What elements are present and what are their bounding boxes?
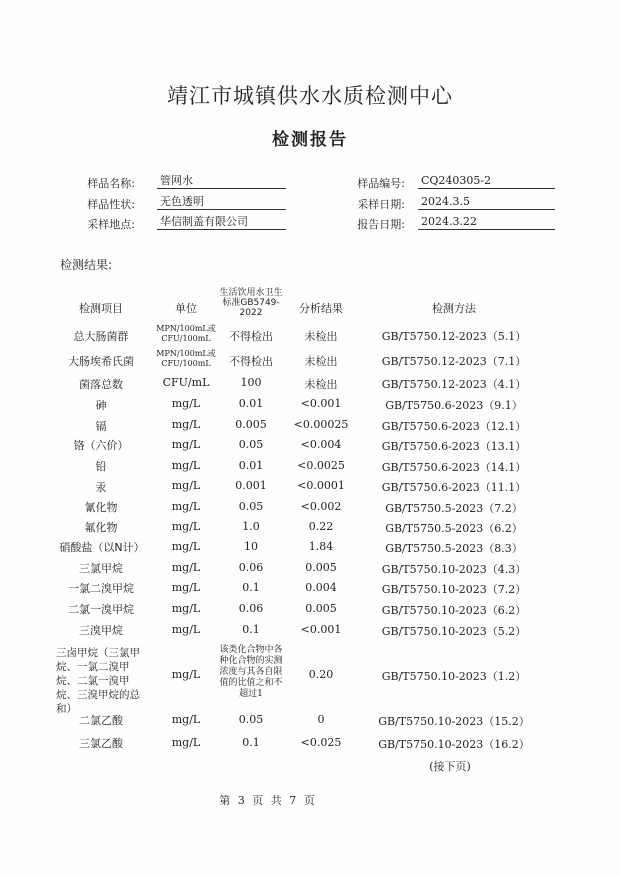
row-result: 未检出	[304, 355, 338, 368]
row-standard: 0.01	[238, 397, 264, 410]
row-unit: mg/L	[171, 459, 201, 472]
row-method: GB/T5750.5-2023（7.2）	[385, 502, 523, 515]
page-number: 第 3 页 共 7 页	[219, 794, 315, 807]
header-unit: 单位	[175, 302, 197, 315]
row-item: 菌落总数	[79, 378, 123, 391]
row-standard: 100	[240, 376, 262, 389]
row-item: 铅	[95, 460, 107, 473]
row-result: 未检出	[304, 378, 338, 391]
row-result: 0.004	[305, 581, 337, 594]
sampling-date-value: 2024.3.5	[418, 195, 555, 210]
row-result: <0.0025	[297, 459, 345, 472]
row-standard: 0.05	[238, 438, 264, 451]
row-item: 汞	[95, 481, 107, 494]
row-result: 0.20	[308, 668, 334, 681]
row-result: <0.002	[300, 500, 342, 513]
row-method: GB/T5750.6-2023（14.1）	[381, 461, 527, 474]
row-item: 三卤甲烷（三氯甲烷、一氯二溴甲烷、二氯一溴甲烷、三溴甲烷的总和）	[56, 647, 140, 715]
row-item: 硝酸盐（以N计）	[59, 541, 145, 554]
row-method: GB/T5750.10-2023（6.2）	[381, 604, 527, 617]
row-result: <0.00025	[293, 418, 349, 431]
report-date-value: 2024.3.22	[418, 215, 555, 230]
sample-name-label: 样品名称:	[87, 177, 135, 190]
organization-title: 靖江市城镇供水水质检测中心	[167, 84, 453, 108]
sampling-date-label: 采样日期:	[357, 198, 405, 211]
row-item: 镉	[95, 420, 107, 433]
row-unit: mg/L	[171, 561, 201, 574]
row-standard: 0.06	[238, 602, 264, 615]
row-standard: 0.06	[238, 561, 264, 574]
row-item: 砷	[95, 399, 107, 412]
row-unit: mg/L	[171, 540, 201, 553]
row-method: GB/T5750.6-2023（9.1）	[385, 399, 523, 412]
row-method: GB/T5750.10-2023（16.2）	[378, 738, 530, 751]
row-result: <0.001	[300, 397, 342, 410]
row-standard: 0.01	[238, 459, 264, 472]
row-standard: 0.005	[235, 418, 267, 431]
row-result: 1.84	[308, 540, 334, 553]
header-result: 分析结果	[299, 302, 343, 315]
sampling-place-value: 华信制盖有限公司	[157, 215, 286, 230]
row-item: 三溴甲烷	[79, 624, 123, 637]
header-method: 检测方法	[432, 302, 476, 315]
row-method: GB/T5750.12-2023（5.1）	[381, 330, 527, 343]
sample-nature-label: 样品性状:	[87, 198, 135, 211]
row-unit: mg/L	[171, 602, 201, 615]
row-result: <0.001	[300, 623, 342, 636]
row-standard: 0.1	[242, 736, 260, 749]
row-unit: mg/L	[171, 397, 201, 410]
row-unit: mg/L	[171, 581, 201, 594]
row-item: 大肠埃希氏菌	[68, 355, 134, 368]
row-result: 0.005	[305, 561, 337, 574]
row-method: GB/T5750.6-2023（13.1）	[381, 440, 527, 453]
row-item: 氰化物	[84, 501, 118, 514]
row-unit: mg/L	[171, 520, 201, 533]
row-item: 二氯乙酸	[79, 714, 123, 727]
row-unit: mg/L	[171, 418, 201, 431]
row-unit: mg/L	[171, 438, 201, 451]
row-method: GB/T5750.10-2023（15.2）	[378, 715, 530, 728]
row-standard: 0.001	[235, 479, 267, 492]
sample-nature-value: 无色透明	[157, 195, 286, 210]
row-method: GB/T5750.10-2023（7.2）	[381, 583, 527, 596]
report-title: 检测报告	[272, 130, 348, 150]
row-result: 0.005	[305, 602, 337, 615]
row-result: <0.025	[300, 736, 342, 749]
row-item: 总大肠菌群	[73, 330, 129, 343]
row-method: GB/T5750.10-2023（5.2）	[381, 625, 527, 638]
row-unit: mg/L	[171, 736, 201, 749]
results-label: 检测结果:	[60, 258, 113, 272]
row-unit: mg/L	[171, 668, 201, 681]
row-standard: 1.0	[242, 520, 260, 533]
row-method: GB/T5750.6-2023（11.1）	[381, 481, 527, 494]
sampling-place-label: 采样地点:	[87, 218, 135, 231]
sample-no-label: 样品编号:	[357, 177, 405, 190]
row-item: 二氯一溴甲烷	[68, 603, 134, 616]
row-unit: CFU/mL	[162, 376, 210, 389]
row-standard: 该类化合物中各种化合物的实测浓度与其各自限值的比值之和不超过1	[219, 645, 283, 699]
row-standard: 0.05	[238, 500, 264, 513]
row-item: 铬（六价）	[73, 439, 129, 452]
sample-no-value: CQ240305-2	[418, 174, 555, 189]
row-standard: 10	[244, 540, 258, 553]
row-standard: 不得检出	[229, 355, 273, 368]
row-unit: MPN/100mL或CFU/100mL	[156, 349, 216, 368]
header-standard: 生活饮用水卫生标准GB5749-2022	[219, 288, 283, 318]
row-item: 三氯甲烷	[79, 562, 123, 575]
row-standard: 0.05	[238, 713, 264, 726]
row-result: <0.0001	[297, 479, 345, 492]
row-result: 未检出	[304, 330, 338, 343]
row-unit: mg/L	[171, 479, 201, 492]
row-method: GB/T5750.12-2023（4.1）	[381, 378, 527, 391]
row-unit: mg/L	[171, 713, 201, 726]
row-unit: MPN/100mL或CFU/100mL	[156, 324, 216, 343]
row-item: 三氯乙酸	[79, 737, 123, 750]
row-unit: mg/L	[171, 623, 201, 636]
row-unit: mg/L	[171, 500, 201, 513]
row-item: 一氯二溴甲烷	[68, 582, 134, 595]
row-standard: 0.1	[242, 581, 260, 594]
row-method: GB/T5750.6-2023（12.1）	[381, 420, 527, 433]
row-method: GB/T5750.12-2023（7.1）	[381, 355, 527, 368]
report-date-label: 报告日期:	[357, 218, 405, 231]
row-result: 0.22	[308, 520, 334, 533]
sample-name-value: 管网水	[157, 174, 286, 189]
row-item: 氟化物	[84, 521, 118, 534]
row-method: GB/T5750.10-2023（1.2）	[381, 670, 527, 683]
row-method: GB/T5750.5-2023（8.3）	[385, 542, 523, 555]
row-result: 0	[317, 713, 325, 726]
row-standard: 不得检出	[229, 330, 273, 343]
continued-note: (接下页)	[429, 760, 471, 773]
row-method: GB/T5750.5-2023（6.2）	[385, 522, 523, 535]
header-item: 检测项目	[79, 302, 123, 315]
row-method: GB/T5750.10-2023（4.3）	[381, 563, 527, 576]
row-result: <0.004	[300, 438, 342, 451]
row-standard: 0.1	[242, 623, 260, 636]
